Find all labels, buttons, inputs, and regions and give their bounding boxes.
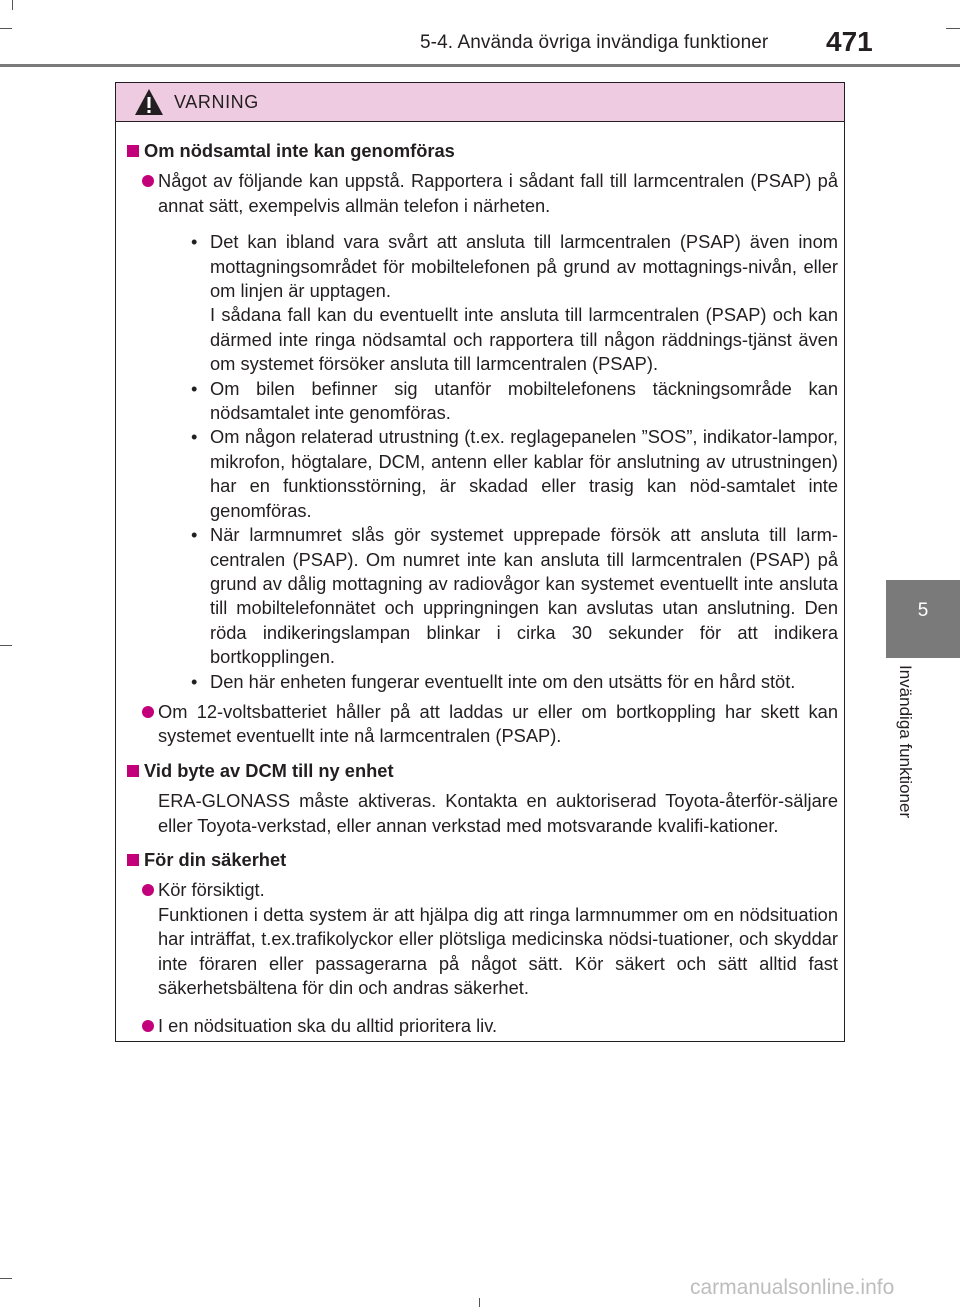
sub-list-item — [158, 425, 838, 523]
warning-box — [115, 82, 845, 1042]
watermark: carmanualsonline.info — [690, 1276, 895, 1299]
bullet-icon: • — [191, 426, 198, 448]
circle-bullet-icon — [142, 1020, 154, 1032]
sub-item-text: Den här enheten fungerar eventuellt inte om den utsätts för en hård stöt. — [210, 670, 796, 692]
bullet-icon: • — [191, 377, 198, 399]
sub-item-text: När larmnumret slås gör systemet upprepade försök att ansluta till larm-centralen (PSAP). Om numret inte kan ansluta till larmcentralen (PSAP) på grund av dålig mottagning av radiovågor kan systemet eventuellt inte ansluta till mobiltelefonnätet och uppringningen kan avslutas utan anslutning. Den röda indikeringslampan blinkar i cirka 30 sekunder för att indikera bortkopplingen. — [210, 524, 838, 668]
list-item — [126, 878, 838, 1000]
item-text: Om 12-voltsbatteriet håller på att laddas ur eller om bortkoppling har skett kan systemet eventuellt inte nå larmcentralen (PSAP). — [158, 700, 838, 747]
sub-list-item — [158, 377, 838, 426]
circle-bullet-icon — [142, 884, 154, 896]
warning-triangle-icon — [134, 88, 164, 116]
list-item — [126, 700, 838, 749]
section-heading: Vid byte av DCM till ny enhet — [126, 759, 838, 783]
square-bullet-icon — [127, 854, 139, 866]
crop-mark — [0, 645, 12, 646]
chapter-tab — [886, 580, 960, 658]
page-number: 471 — [826, 26, 873, 57]
sub-item-text: Om bilen befinner sig utanför mobiltelefonens täckningsområde kan nödsamtalet inte genomföras. — [210, 377, 838, 424]
list-item — [126, 169, 838, 694]
circle-bullet-icon — [142, 175, 154, 187]
warning-title: VARNING — [174, 92, 259, 112]
sub-item-text: I sådana fall kan du eventuellt inte ansluta till larmcentralen (PSAP) och kan därmed inte ringa nödsamtal och rapportera till någon räddnings-tjänst även om systemet försöker ansluta till larmcentralen (PSAP). — [210, 304, 838, 375]
sub-list-item — [158, 523, 838, 669]
crop-mark — [946, 28, 960, 29]
circle-bullet-icon — [142, 706, 154, 718]
crop-mark — [479, 1298, 480, 1307]
item-text: Funktionen i detta system är att hjälpa dig att ringa larmnummer om en nödsituation har inträffat, t.ex.trafikolyckor eller plötsliga medicinska nödsi-tuationer, och skyddar inte föraren eller passagerarna på något sätt. Kör säkert och sätt alltid fast säkerhetsbältena för din och andras säkerhet. — [158, 903, 838, 998]
sub-list-item — [158, 230, 838, 376]
sub-list — [158, 230, 838, 694]
square-bullet-icon — [127, 145, 139, 157]
bullet-icon: • — [191, 524, 198, 546]
square-bullet-icon — [127, 765, 139, 777]
warning-header — [116, 83, 844, 122]
list-item — [126, 1014, 838, 1038]
section-title: 5-4. Använda övriga invändiga funktioner — [420, 32, 769, 53]
item-text: Kör försiktigt. — [158, 879, 265, 901]
crop-mark — [0, 1278, 12, 1279]
chapter-number: 5 — [917, 600, 929, 621]
chapter-label: Invändiga funktioner — [896, 665, 915, 819]
section-heading: Om nödsamtal inte kan genomföras — [126, 139, 838, 163]
crop-mark — [12, 0, 13, 10]
sub-item-text: Om någon relaterad utrustning (t.ex. reglagepanelen ”SOS”, indikator-lampor, mikrofon, högtalare, DCM, antenn eller kablar för anslutning av utrustningen) har en funktionsstörning, är skadad eller trasig kan nöd-samtalet inte genomföras. — [210, 426, 838, 521]
section-text: ERA-GLONASS måste aktiveras. Kontakta en auktoriserad Toyota-återför-säljare eller Toyota-verkstad, eller annan verkstad med motsvarande kvalifi-kationer. — [158, 790, 838, 836]
item-text: Något av följande kan uppstå. Rapportera i sådant fall till larmcentralen (PSAP) på annat sätt, exempelvis allmän telefon i närheten. — [158, 170, 838, 216]
sub-list-item — [158, 670, 838, 694]
item-text: I en nödsituation ska du alltid prioritera liv. — [158, 1015, 498, 1037]
bullet-icon: • — [191, 670, 198, 692]
bullet-icon: • — [191, 231, 198, 253]
section-heading: För din säkerhet — [126, 848, 838, 872]
header-divider — [0, 64, 960, 67]
crop-mark — [0, 28, 12, 29]
sub-item-text: Det kan ibland vara svårt att ansluta till larmcentralen (PSAP) även inom mottagningsområdet för mobiltelefonen på grund av mottagnings-nivån, eller om linjen är upptagen. — [210, 231, 838, 302]
warning-content — [126, 139, 838, 1039]
